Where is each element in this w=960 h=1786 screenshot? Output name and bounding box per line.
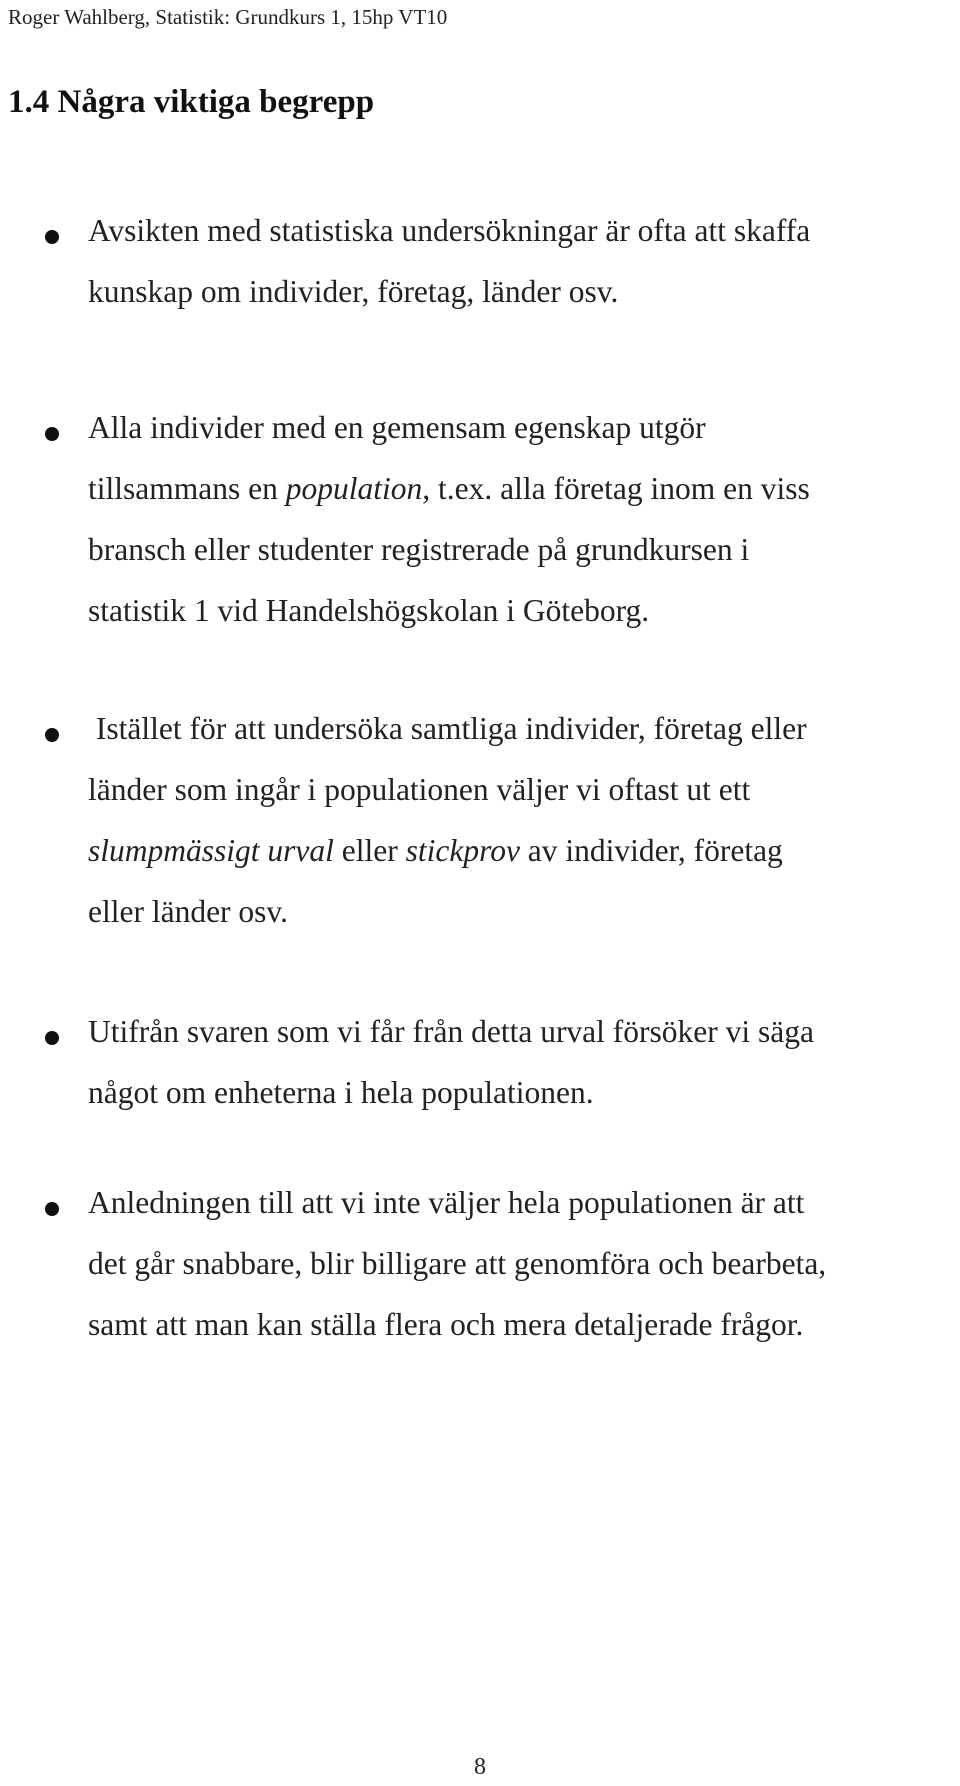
text-line: länder som ingår i populationen väljer vi oftast ut ett (88, 772, 751, 807)
text-line: statistik 1 vid Handelshögskolan i Göteborg. (88, 593, 650, 628)
bullet-text (88, 1172, 958, 1355)
text-line: Istället för att undersöka samtliga individer, företag eller (88, 711, 807, 746)
text-line: Utifrån svaren som vi får från detta urval försöker vi säga (88, 1014, 814, 1049)
bullet-text (88, 200, 958, 322)
bullet-text (88, 1001, 958, 1123)
text-line (88, 458, 958, 519)
bullet-text (88, 397, 958, 641)
bullet-dot-icon (45, 1031, 59, 1045)
term-sample: stickprov (405, 833, 520, 868)
page-number: 8 (474, 1754, 486, 1780)
running-header: Roger Wahlberg, Statistik: Grundkurs 1, 15hp VT10 (8, 5, 448, 29)
text-segment: av individer, företag (519, 833, 783, 868)
text-line: något om enheterna i hela populationen. (88, 1075, 594, 1110)
text-line: samt att man kan ställa flera och mera detaljerade frågor. (88, 1307, 804, 1342)
text-line: Anledningen till att vi inte väljer hela populationen är att (88, 1185, 805, 1220)
text-line: Alla individer med en gemensam egenskap utgör (88, 410, 706, 445)
text-segment: tillsammans en (88, 471, 286, 506)
text-line: kunskap om individer, företag, länder osv. (88, 274, 619, 309)
bullet-dot-icon (45, 230, 59, 244)
text-segment: eller (333, 833, 406, 868)
bullet-dot-icon (45, 728, 59, 742)
text-line: bransch eller studenter registrerade på grundkursen i (88, 532, 750, 567)
bullet-dot-icon (45, 1202, 59, 1216)
text-line: det går snabbare, blir billigare att genomföra och bearbeta, (88, 1246, 827, 1281)
text-line: eller länder osv. (88, 894, 288, 929)
text-segment: , t.ex. alla företag inom en viss (422, 471, 810, 506)
term-population: population (285, 471, 423, 506)
text-line: Avsikten med statistiska undersökningar är ofta att skaffa (88, 213, 811, 248)
bullet-dot-icon (45, 427, 59, 441)
text-line (88, 820, 958, 881)
bullet-text (88, 698, 958, 942)
section-heading: 1.4 Några viktiga begrepp (8, 84, 375, 120)
term-random-sample: slumpmässigt urval (88, 833, 334, 868)
